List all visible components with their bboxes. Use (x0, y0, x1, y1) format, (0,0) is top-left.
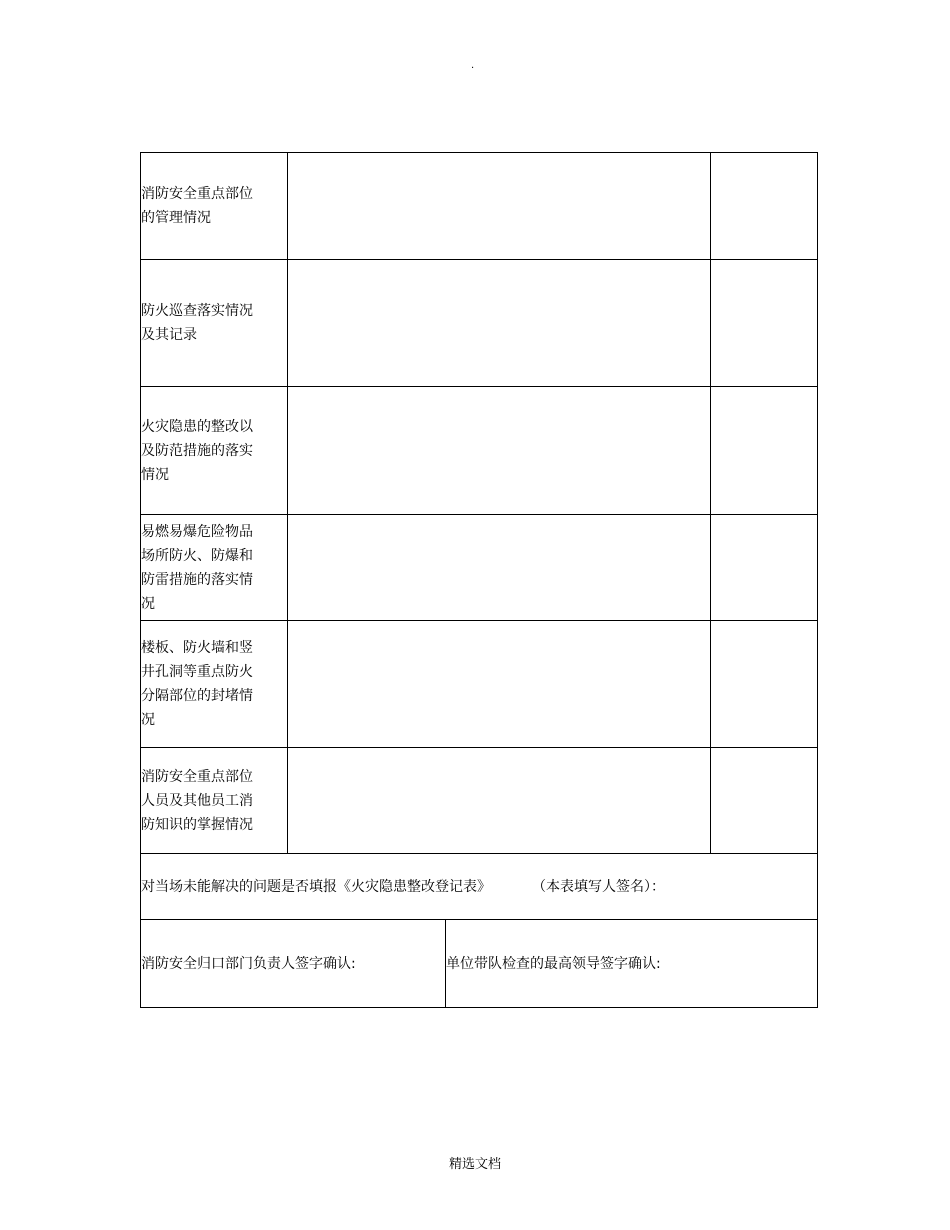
row-label-cell (141, 621, 288, 748)
table-row (141, 748, 818, 854)
table-row (141, 515, 818, 621)
content-cell[interactable] (288, 260, 711, 387)
row-label: 火灾隐患的整改以及防范措施的落实情况 (141, 418, 253, 483)
signer-colon: ： (651, 878, 665, 895)
table-row (141, 387, 818, 515)
content-cell[interactable] (288, 748, 711, 854)
row-label-cell (141, 153, 288, 260)
row-label-cell (141, 748, 288, 854)
inspection-table (140, 152, 818, 1008)
question-text: 对当场未能解决的问题是否填报《火灾隐患整改登记表》 (141, 878, 491, 895)
content-cell[interactable] (288, 515, 711, 621)
row-label: 消防安全重点部位人员及其他员工消防知识的掌握情况 (141, 768, 253, 833)
right-signature-cell[interactable] (446, 920, 818, 1008)
row-label: 防火巡查落实情况及其记录 (141, 303, 253, 343)
remark-cell[interactable] (711, 387, 818, 515)
row-label: 消防安全重点部位的管理情况 (141, 186, 253, 226)
table-row (141, 153, 818, 260)
content-cell[interactable] (288, 153, 711, 260)
remark-cell[interactable] (711, 621, 818, 748)
row-label: 楼板、防火墙和竖井孔洞等重点防火分隔部位的封堵情况 (141, 640, 253, 728)
question-row (141, 854, 818, 920)
row-label: 易燃易爆危险物品场所防火、防爆和防雷措施的落实情况 (141, 523, 253, 612)
content-cell[interactable] (288, 621, 711, 748)
remark-cell[interactable] (711, 153, 818, 260)
signature-row (141, 920, 818, 1008)
row-label-cell (141, 260, 288, 387)
remark-cell[interactable] (711, 260, 818, 387)
left-signature-cell[interactable] (141, 920, 446, 1008)
content-cell[interactable] (288, 387, 711, 515)
remark-cell[interactable] (711, 515, 818, 621)
row-label-cell (141, 515, 288, 621)
table-row (141, 260, 818, 387)
remark-cell[interactable] (711, 748, 818, 854)
question-cell[interactable] (141, 854, 818, 920)
table-row (141, 621, 818, 748)
leader-signature-label: 单位带队检查的最高领导签字确认: (446, 955, 661, 972)
signer-label: （本表填写人签名） (539, 878, 651, 895)
header-mark: . (471, 60, 475, 71)
footer-text: 精选文档 (448, 1157, 501, 1172)
row-label-cell (141, 387, 288, 515)
dept-head-signature-label: 消防安全归口部门负责人签字确认: (141, 955, 356, 972)
